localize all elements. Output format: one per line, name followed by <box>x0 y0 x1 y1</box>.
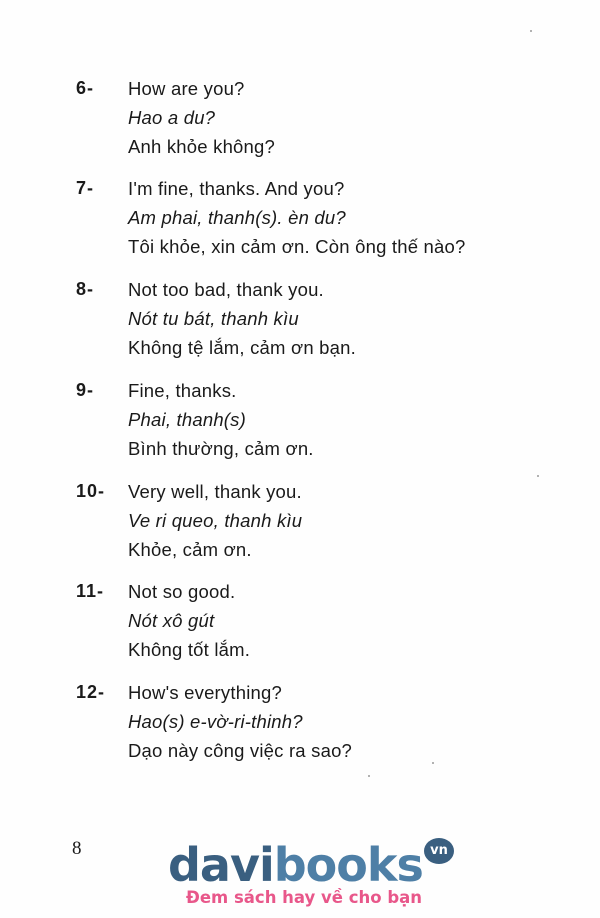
english-phrase: Not so good. <box>128 581 236 602</box>
pronunciation-guide: Phai, thanh(s) <box>128 409 246 430</box>
english-phrase: Not too bad, thank you. <box>128 279 324 300</box>
paper-speck <box>537 475 539 477</box>
pronunciation-guide: Ve ri queo, thanh kìu <box>128 510 303 531</box>
english-phrase: How's everything? <box>128 682 282 703</box>
english-phrase: Fine, thanks. <box>128 380 237 401</box>
paper-speck <box>432 762 434 764</box>
vietnamese-translation: Tôi khỏe, xin cảm ơn. Còn ông thế nào? <box>128 236 466 257</box>
english-phrase: How are you? <box>128 78 245 99</box>
entry-number: 7- <box>76 178 95 198</box>
entry-number: 9- <box>76 380 95 400</box>
pronunciation-guide: Nót xô gút <box>128 610 215 631</box>
pronunciation-guide: Hao a du? <box>128 107 216 128</box>
logo-vn-badge: vn <box>424 838 454 864</box>
pronunciation-guide: Am phai, thanh(s). èn du? <box>128 207 346 228</box>
entry-number: 6- <box>76 78 95 98</box>
logo-text-davi: davi <box>168 838 274 892</box>
paper-speck <box>368 775 370 777</box>
entry-number: 12- <box>76 682 106 702</box>
english-phrase: I'm fine, thanks. And you? <box>128 178 345 199</box>
pronunciation-guide: Hao(s) e-vờ-ri-thinh? <box>128 711 303 732</box>
logo-wordmark <box>168 838 423 892</box>
entry-number: 10- <box>76 481 106 501</box>
vietnamese-translation: Không tệ lắm, cảm ơn bạn. <box>128 337 356 358</box>
logo-text-books: books <box>273 838 423 892</box>
vietnamese-translation: Không tốt lắm. <box>128 639 251 660</box>
vietnamese-translation: Bình thường, cảm ơn. <box>128 438 314 459</box>
davibooks-logo <box>168 838 458 914</box>
vietnamese-translation: Anh khỏe không? <box>128 136 276 157</box>
entry-number: 11- <box>76 581 105 601</box>
english-phrase: Very well, thank you. <box>128 481 302 502</box>
vietnamese-translation: Dạo này công việc ra sao? <box>128 740 353 761</box>
paper-speck <box>530 30 532 32</box>
vietnamese-translation: Khỏe, cảm ơn. <box>128 539 252 560</box>
page-number: 8 <box>72 838 82 859</box>
entry-number: 8- <box>76 279 95 299</box>
pronunciation-guide: Nót tu bát, thanh kìu <box>128 308 299 329</box>
logo-tagline: Đem sách hay về cho bạn <box>186 888 423 907</box>
